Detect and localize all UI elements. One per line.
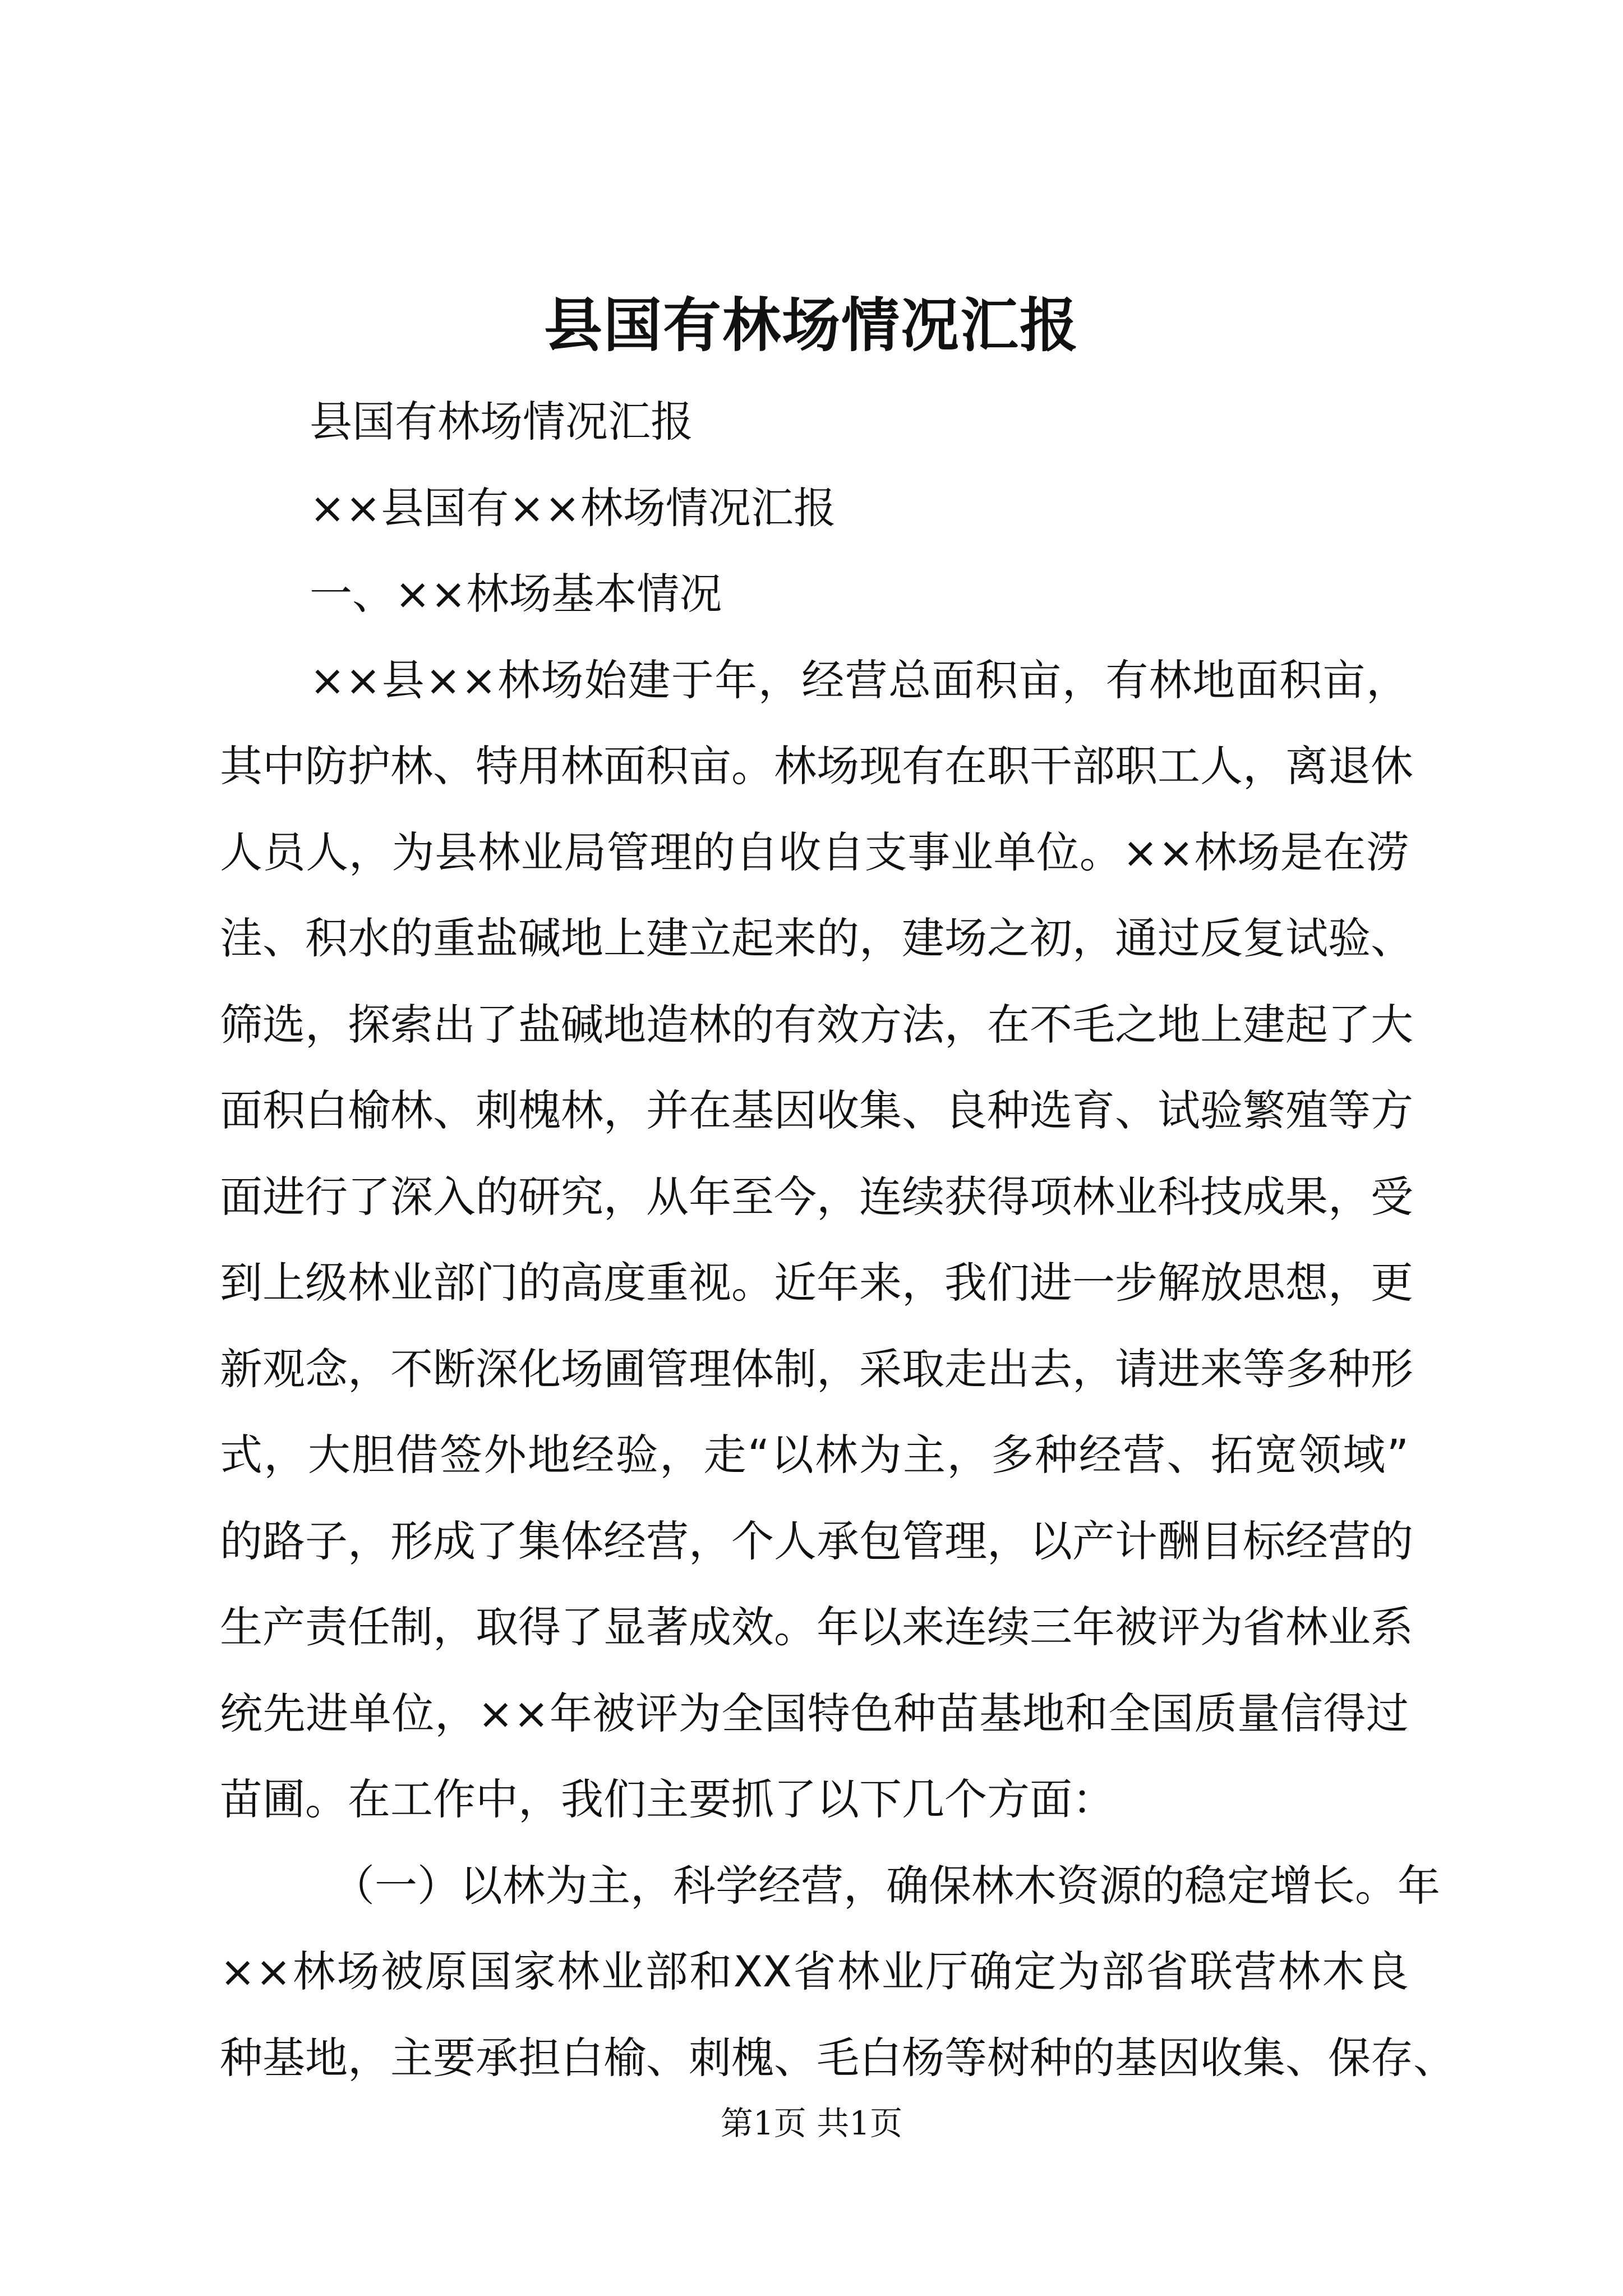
section-heading: 一、××林场基本情况 xyxy=(310,569,722,619)
paragraph-line: 新观念，不断深化场圃管理体制，采取走出去，请进来等多种形 xyxy=(220,1343,1413,1394)
document-body xyxy=(220,379,1456,2101)
paragraph-line: 人员人，为县林业局管理的自收自支事业单位。××林场是在涝 xyxy=(220,827,1409,877)
paragraph-line: 县国有林场情况汇报 xyxy=(310,397,693,447)
paragraph-line: 到上级林业部门的高度重视。近年来，我们进一步解放思想，更 xyxy=(220,1258,1413,1308)
document-title: 县国有林场情况汇报 xyxy=(543,291,1079,360)
page-footer: 第1页 共1页 xyxy=(720,2104,903,2142)
paragraph-line: 筛选，探索出了盐碱地造林的有效方法，在不毛之地上建起了大 xyxy=(220,999,1413,1050)
subsection-heading: （一）以林为主，科学经营，确保林木资源的稳定增长。年 xyxy=(332,1860,1440,1911)
paragraph-line: 面进行了深入的研究，从年至今，连续获得项林业科技成果，受 xyxy=(220,1171,1413,1222)
paragraph-line: 洼、积水的重盐碱地上建立起来的，建场之初，通过反复试验、 xyxy=(220,913,1413,963)
paragraph-line: 的路子，形成了集体经营，个人承包管理，以产计酬目标经营的 xyxy=(220,1516,1413,1566)
paragraph-line: 其中防护林、特用林面积亩。林场现有在职干部职工人，离退休 xyxy=(220,741,1413,791)
paragraph-line: ××林场被原国家林业部和XX省林业厅确定为部省联营林木良 xyxy=(220,1947,1409,1996)
paragraph-line: 种基地，主要承担白榆、刺槐、毛白杨等树种的基因收集、保存、 xyxy=(220,2032,1456,2083)
paragraph-line: 式，大胆借签外地经验，走“以林为主，多种经营、拓宽领域” xyxy=(220,1430,1409,1480)
paragraph-line: ××县××林场始建于年，经营总面积亩，有林地面积亩， xyxy=(310,655,1409,705)
paragraph-line: ××县国有××林场情况汇报 xyxy=(310,482,836,533)
paragraph-line: 苗圃。在工作中，我们主要抓了以下几个方面： xyxy=(220,1774,1115,1824)
paragraph-line: 统先进单位，××年被评为全国特色种苗基地和全国质量信得过 xyxy=(220,1688,1409,1738)
paragraph-line: 生产责任制，取得了显著成效。年以来连续三年被评为省林业系 xyxy=(220,1602,1413,1652)
paragraph-line: 面积白榆林、刺槐林，并在基因收集、良种选育、试验繁殖等方 xyxy=(220,1085,1413,1135)
